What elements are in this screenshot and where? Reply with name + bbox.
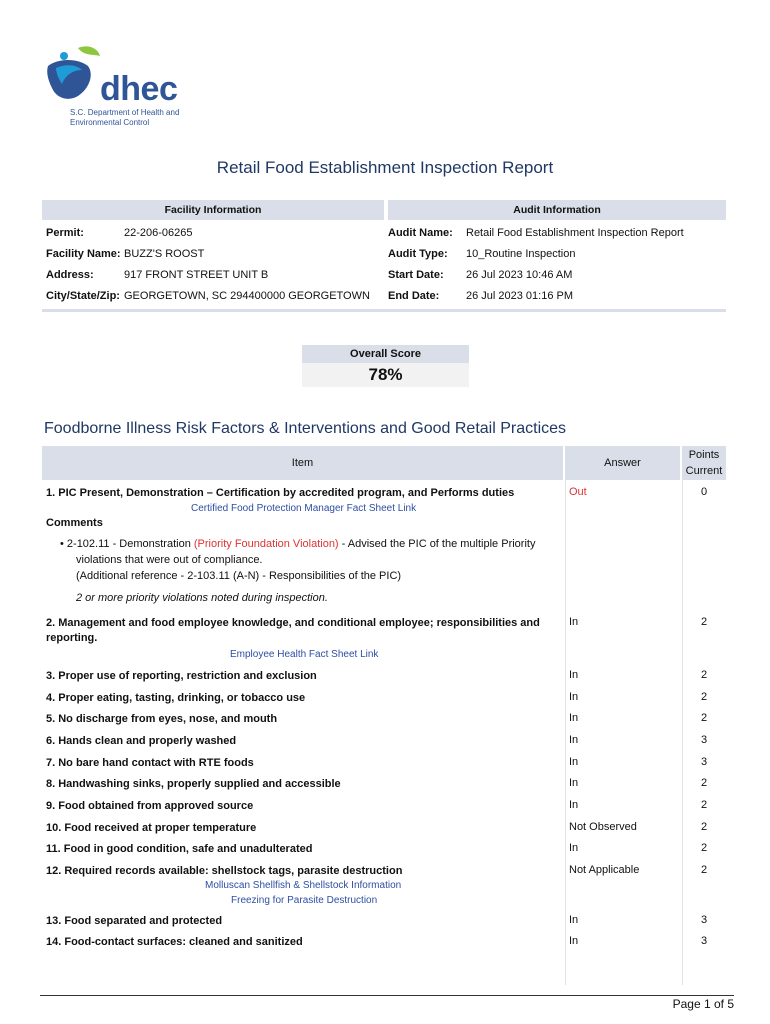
address-label: Address:: [46, 269, 94, 281]
palmetto-leaf-icon: [44, 44, 108, 114]
permit-value: 22-206-06265: [124, 227, 193, 239]
end-date-value: 26 Jul 2023 01:16 PM: [466, 290, 574, 302]
comment-text: [60, 536, 560, 584]
start-date-value: 26 Jul 2023 10:46 AM: [466, 269, 573, 281]
page-number: Page 1 of 5: [672, 997, 734, 1011]
item-points: 3: [700, 914, 708, 926]
item-points: 2: [700, 821, 708, 833]
audit-type-label: Audit Type:: [388, 248, 448, 260]
comment-part: violations that were out of compliance.: [76, 554, 263, 566]
column-points-line2: Current: [685, 465, 723, 477]
item-answer: In: [569, 799, 579, 811]
city-state-zip-label: City/State/Zip:: [46, 290, 120, 302]
item-text: 3. Proper use of reporting, restriction and exclusion: [46, 670, 317, 682]
item-answer: Out: [569, 486, 587, 498]
item-answer: In: [569, 914, 579, 926]
audit-name-label: Audit Name:: [388, 227, 453, 239]
facility-name-value: BUZZ'S ROOST: [124, 248, 205, 260]
column-answer: Answer: [565, 446, 682, 480]
item-points: 2: [700, 864, 708, 876]
item-answer: Not Applicable: [569, 864, 640, 876]
address-value: 917 FRONT STREET UNIT B: [124, 269, 269, 281]
item-points: 2: [700, 616, 708, 628]
item-answer: In: [569, 616, 579, 628]
logo-subtitle-line1: S.C. Department of Health and: [70, 108, 180, 117]
item-text: 13. Food separated and protected: [46, 915, 223, 927]
item-answer: In: [569, 935, 579, 947]
item-text: 10. Food received at proper temperature: [46, 822, 257, 834]
column-points-line1: Points: [688, 449, 720, 461]
comment-part: - Advised the PIC of the multiple Priority: [338, 538, 536, 550]
item-text: 6. Hands clean and properly washed: [46, 735, 237, 747]
table-header: [42, 446, 726, 480]
item-text: 4. Proper eating, tasting, drinking, or tobacco use: [46, 692, 306, 704]
column-points: [682, 446, 726, 480]
item-answer: In: [569, 756, 579, 768]
inspection-items-table: [42, 446, 726, 948]
item-points: 0: [700, 486, 708, 498]
item-points: 2: [700, 777, 708, 789]
item-points: 2: [700, 691, 708, 703]
item-answer: In: [569, 842, 579, 854]
logo-subtitle-line2: Environmental Control: [70, 118, 150, 127]
employee-health-link[interactable]: Employee Health Fact Sheet Link: [230, 649, 379, 660]
item-points: 3: [700, 756, 708, 768]
audit-type-value: 10_Routine Inspection: [466, 248, 576, 260]
item-text: 2. Management and food employee knowledge, and conditional employee; responsibilities and reporting.: [46, 617, 540, 644]
item-text: 5. No discharge from eyes, nose, and mouth: [46, 713, 278, 725]
overall-score-label: Overall Score: [302, 345, 469, 363]
audit-info-header: Audit Information: [388, 200, 726, 220]
item-points: 2: [700, 712, 708, 724]
logo-subtitle: [70, 108, 179, 128]
item-answer: In: [569, 691, 579, 703]
comment-note: 2 or more priority violations noted during inspection.: [76, 592, 328, 604]
overall-score-value: 78%: [302, 363, 469, 387]
item-answer: In: [569, 734, 579, 746]
cfpm-fact-sheet-link[interactable]: Certified Food Protection Manager Fact Sheet Link: [191, 503, 417, 514]
item-points: 3: [700, 935, 708, 947]
item-text: 11. Food in good condition, safe and unadulterated: [46, 843, 313, 855]
item-text: 8. Handwashing sinks, properly supplied and accessible: [46, 778, 341, 790]
item-points: 2: [700, 842, 708, 854]
divider: [682, 480, 683, 985]
item-points: 2: [700, 799, 708, 811]
item-points: 3: [700, 734, 708, 746]
item-answer: In: [569, 777, 579, 789]
city-state-zip-value: GEORGETOWN, SC 294400000 GEORGETOWN: [124, 290, 370, 302]
report-title: Retail Food Establishment Inspection Report: [216, 158, 554, 177]
comment-part: (Additional reference - 2-103.11 (A-N) - Responsibilities of the PIC): [76, 570, 402, 582]
audit-name-value: Retail Food Establishment Inspection Report: [466, 227, 684, 239]
molluscan-shellfish-link[interactable]: Molluscan Shellfish & Shellstock Information: [205, 880, 402, 891]
divider: [565, 480, 566, 985]
item-text: 1. PIC Present, Demonstration – Certification by accredited program, and Performs duties: [46, 487, 515, 499]
comment-part: • 2-102.11 - Demonstration: [60, 538, 194, 550]
facility-info-header: Facility Information: [42, 200, 384, 220]
permit-label: Permit:: [46, 227, 84, 239]
priority-foundation-violation: (Priority Foundation Violation): [193, 538, 339, 550]
section-title: Foodborne Illness Risk Factors & Interventions and Good Retail Practices: [44, 420, 567, 437]
item-answer: Not Observed: [569, 821, 637, 833]
column-item: Item: [42, 446, 565, 480]
facility-name-label: Facility Name:: [46, 248, 121, 260]
overall-score-box: [302, 345, 469, 387]
end-date-label: End Date:: [388, 290, 440, 302]
footer-divider: [40, 995, 734, 996]
item-answer: In: [569, 712, 579, 724]
item-answer: In: [569, 669, 579, 681]
item-text: 9. Food obtained from approved source: [46, 800, 254, 812]
start-date-label: Start Date:: [388, 269, 444, 281]
item-text: 7. No bare hand contact with RTE foods: [46, 757, 254, 769]
item-text: 14. Food-contact surfaces: cleaned and sanitized: [46, 936, 303, 948]
dhec-logo: [44, 44, 214, 134]
comments-label: Comments: [46, 517, 103, 529]
parasite-destruction-link[interactable]: Freezing for Parasite Destruction: [231, 895, 378, 906]
item-text: 12. Required records available: shellstock tags, parasite destruction: [46, 865, 403, 877]
logo-wordmark: dhec: [100, 70, 178, 108]
info-table: [42, 200, 726, 312]
item-points: 2: [700, 669, 708, 681]
